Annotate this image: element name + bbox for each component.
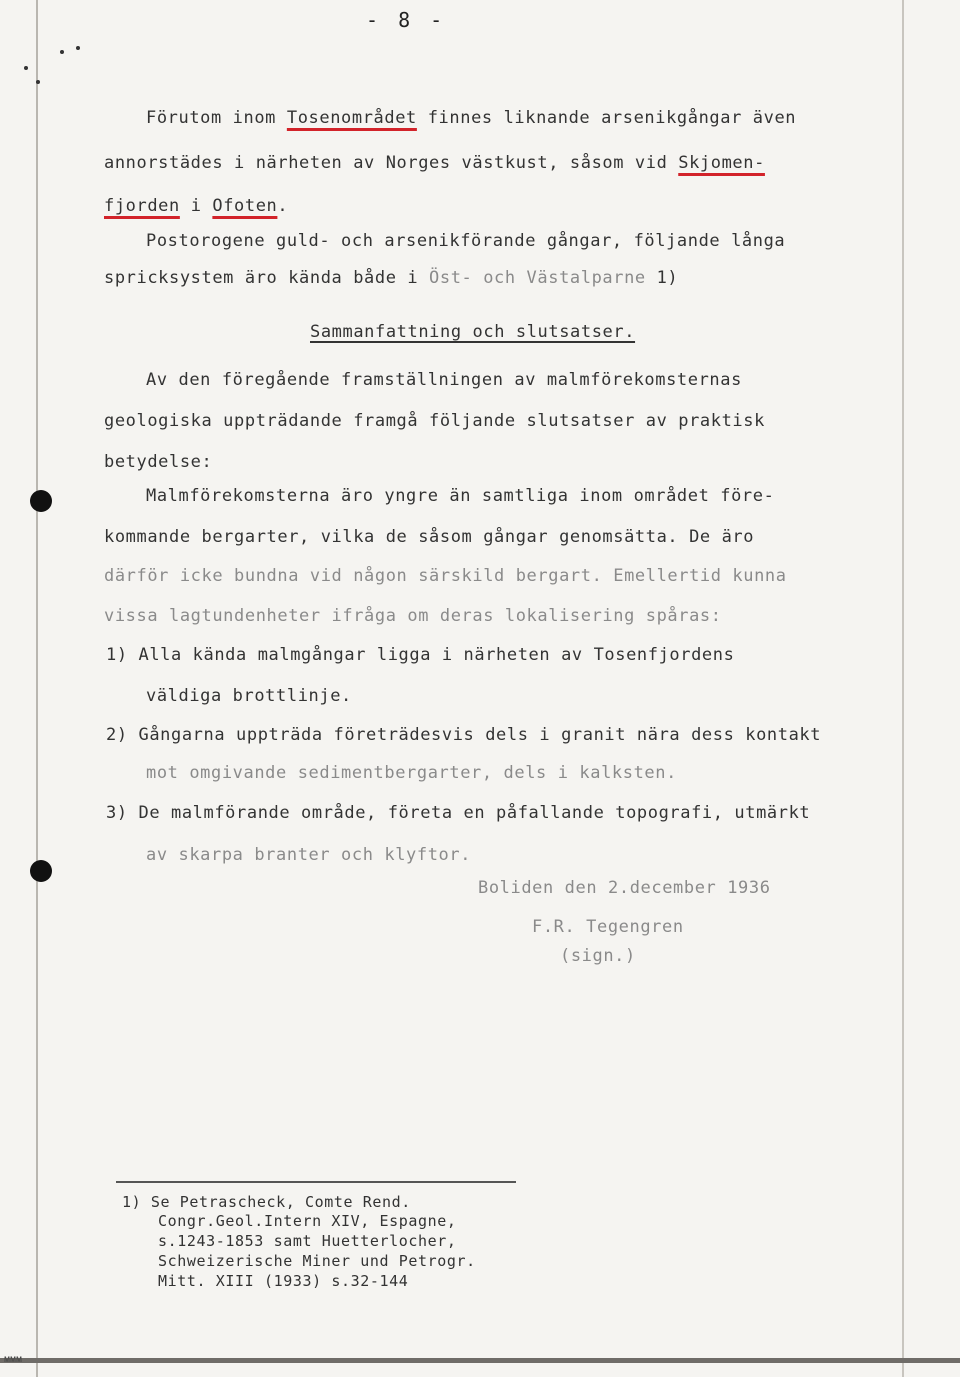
text-segment: . <box>277 196 289 216</box>
list-item: 3) De malmförande område, företa en påfallande topografi, utmärkt <box>106 803 811 823</box>
footnote-line: 1) Se Petrascheck, Comte Rend. <box>122 1193 411 1211</box>
text-segment: Öst- och Västalparne <box>429 268 646 288</box>
text-line <box>104 268 678 288</box>
underlined-term: Ofoten <box>212 196 278 216</box>
list-item: 1) Alla kända malmgångar ligga i närheten av Tosenfjordens <box>106 645 735 665</box>
text-line: Postorogene guld- och arsenikförande gångar, följande långa <box>146 231 786 251</box>
page-number: - 8 - <box>366 8 447 32</box>
footnote-line: Schweizerische Miner und Petrogr. <box>158 1252 476 1270</box>
text-line: kommande bergarter, vilka de såsom gångar genomsätta. De äro <box>104 527 755 547</box>
signature-name: F.R. Tegengren <box>532 917 684 937</box>
ink-speck-icon <box>76 46 80 50</box>
section-heading: Sammanfattning och slutsatser. <box>310 322 636 342</box>
page-right-edge <box>902 0 904 1377</box>
punch-hole-icon <box>30 490 52 512</box>
page-left-edge <box>36 0 38 1377</box>
footnote-ref: 1) <box>645 268 679 288</box>
underlined-term: Tosenområdet <box>286 108 417 128</box>
text-segment: finnes liknande arsenikgångar även <box>416 108 797 128</box>
corner-stamp: ᴍᴍᴍ <box>4 1354 23 1365</box>
text-line: av skarpa branter och klyftor. <box>146 845 472 865</box>
text-line <box>104 196 288 216</box>
text-line: geologiska uppträdande framgå följande slutsatser av praktisk <box>104 411 765 431</box>
text-line: väldiga brottlinje. <box>146 686 352 706</box>
text-line <box>146 108 796 128</box>
text-line: betydelse: <box>104 452 213 472</box>
signature-note: (sign.) <box>560 946 636 966</box>
footnote-line: Mitt. XIII (1933) s.32-144 <box>158 1272 409 1290</box>
signature-place-date: Boliden den 2.december 1936 <box>478 878 771 898</box>
footnote-line: Congr.Geol.Intern XIV, Espagne, <box>158 1212 457 1230</box>
page-bottom-edge <box>0 1358 960 1363</box>
ink-speck-icon <box>36 80 40 84</box>
text-segment: spricksystem äro kända både i <box>104 268 430 288</box>
footnote-line: s.1243-1853 samt Huetterlocher, <box>158 1232 457 1250</box>
text-segment: Förutom inom <box>146 108 287 128</box>
list-item: 2) Gångarna uppträda företrädesvis dels i granit nära dess kontakt <box>106 725 822 745</box>
ink-speck-icon <box>60 50 64 54</box>
underlined-term: fjorden <box>104 196 180 216</box>
footnote-divider <box>116 1181 516 1183</box>
text-line: därför icke bundna vid någon särskild bergart. Emellertid kunna <box>104 566 787 586</box>
text-line <box>104 153 765 173</box>
underlined-term: Skjomen- <box>678 153 765 173</box>
ink-speck-icon <box>24 66 28 70</box>
text-segment: i <box>179 196 213 216</box>
punch-hole-icon <box>30 860 52 882</box>
text-line: mot omgivande sedimentbergarter, dels i kalksten. <box>146 763 677 783</box>
text-line: Av den föregående framställningen av malmförekomsternas <box>146 370 742 390</box>
text-line: Malmförekomsterna äro yngre än samtliga inom området före- <box>146 486 775 506</box>
text-segment: annorstädes i närheten av Norges västkust, såsom vid <box>104 153 679 173</box>
text-line: vissa lagtundenheter ifråga om deras lokalisering spåras: <box>104 606 722 626</box>
